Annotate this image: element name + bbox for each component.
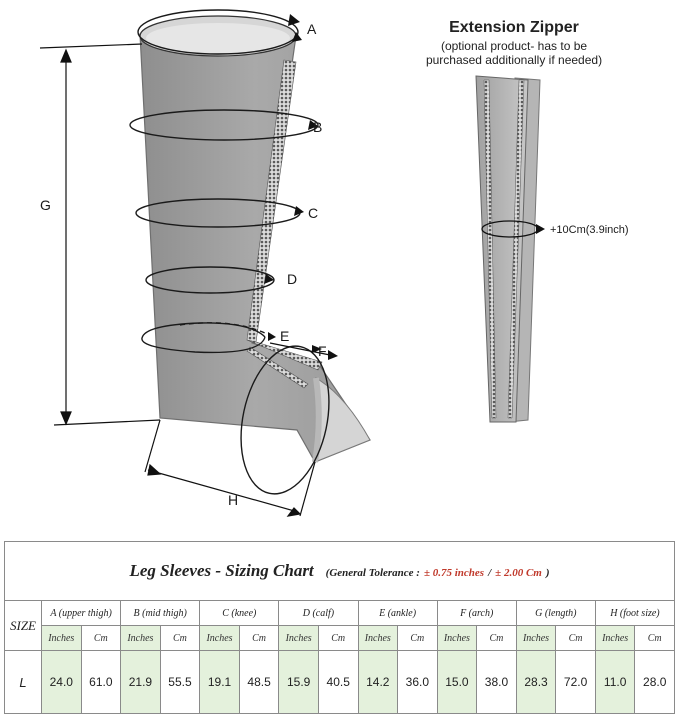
value-inches: 19.1 <box>200 651 240 714</box>
value-inches: 24.0 <box>42 651 82 714</box>
value-inches: 21.9 <box>121 651 161 714</box>
sizing-chart <box>4 541 675 714</box>
chart-title <box>5 542 675 601</box>
value-inches: 28.3 <box>516 651 556 714</box>
value-cm: 61.0 <box>81 651 121 714</box>
value-cm: 72.0 <box>556 651 596 714</box>
value-cm: 28.0 <box>635 651 675 714</box>
unit-inches: Inches <box>279 626 319 651</box>
extension-zipper <box>476 76 545 422</box>
unit-cm: Cm <box>477 626 517 651</box>
label-b: B <box>313 119 323 135</box>
value-cm: 48.5 <box>239 651 279 714</box>
leg-sleeve <box>140 16 370 462</box>
unit-cm: Cm <box>635 626 675 651</box>
column-header-row <box>5 601 675 626</box>
tolerance-label: (General Tolerance : <box>325 567 420 579</box>
unit-header-row <box>5 626 675 651</box>
value-inches: 15.9 <box>279 651 319 714</box>
unit-cm: Cm <box>318 626 358 651</box>
label-d: D <box>287 271 298 287</box>
unit-inches: Inches <box>121 626 161 651</box>
tolerance-separator: / <box>488 567 492 579</box>
unit-inches: Inches <box>595 626 635 651</box>
zipper-title: Extension Zipper <box>449 19 579 36</box>
unit-inches: Inches <box>200 626 240 651</box>
unit-cm: Cm <box>398 626 438 651</box>
column-header: G (length) <box>516 601 595 626</box>
label-c: C <box>308 205 319 221</box>
unit-inches: Inches <box>437 626 477 651</box>
value-cm: 38.0 <box>477 651 517 714</box>
chart-title-main: Leg Sleeves - Sizing Chart <box>129 561 314 580</box>
unit-inches: Inches <box>358 626 398 651</box>
column-header: B (mid thigh) <box>121 601 200 626</box>
value-inches: 15.0 <box>437 651 477 714</box>
tolerance-inches: ± 0.75 inches <box>423 567 485 579</box>
unit-inches: Inches <box>516 626 556 651</box>
label-e: E <box>280 328 290 344</box>
zipper-extension-label: +10Cm(3.9inch) <box>550 224 629 236</box>
value-cm: 36.0 <box>398 651 438 714</box>
unit-cm: Cm <box>81 626 121 651</box>
tolerance-close: ) <box>545 567 550 579</box>
column-header: D (calf) <box>279 601 358 626</box>
table-row <box>5 651 675 714</box>
zipper-note-line1: (optional product- has to be <box>440 39 588 53</box>
column-header: F (arch) <box>437 601 516 626</box>
label-h: H <box>228 492 239 508</box>
value-inches: 14.2 <box>358 651 398 714</box>
size-value: L <box>5 651 42 714</box>
column-header: E (ankle) <box>358 601 437 626</box>
unit-cm: Cm <box>556 626 596 651</box>
column-header: A (upper thigh) <box>42 601 121 626</box>
column-header: H (foot size) <box>595 601 674 626</box>
unit-inches: Inches <box>42 626 82 651</box>
value-cm: 40.5 <box>318 651 358 714</box>
value-cm: 55.5 <box>160 651 200 714</box>
column-header: C (knee) <box>200 601 279 626</box>
value-inches: 11.0 <box>595 651 635 714</box>
size-header: SIZE <box>5 601 42 651</box>
sizing-rows <box>5 651 675 714</box>
label-a: A <box>307 21 317 37</box>
zipper-note-line2: purchased additionally if needed) <box>425 53 603 67</box>
unit-cm: Cm <box>239 626 279 651</box>
dimension-g <box>40 44 160 425</box>
label-g: G <box>40 197 51 213</box>
unit-cm: Cm <box>160 626 200 651</box>
tolerance-cm: ± 2.00 Cm <box>495 567 542 579</box>
label-f: F <box>318 343 327 359</box>
